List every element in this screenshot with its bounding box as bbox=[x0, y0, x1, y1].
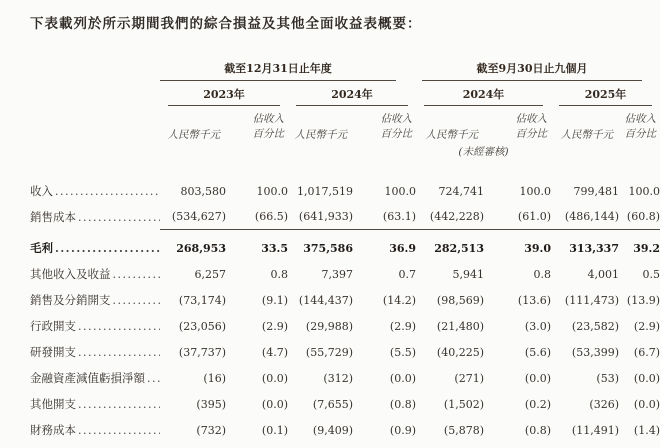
subheader-percent-top: 佔收入 bbox=[624, 113, 656, 125]
cell-value: (0.0) bbox=[633, 397, 660, 411]
cell-value: (29,988) bbox=[305, 319, 353, 333]
cell-value: (55,729) bbox=[305, 345, 353, 359]
row-label: 其他開支 ..... bbox=[30, 396, 160, 412]
cell-value: (0.2) bbox=[524, 397, 551, 411]
cell-value: (7,655) bbox=[312, 397, 353, 411]
cell-value: 0.8 bbox=[270, 267, 288, 281]
cell-value: (9.1) bbox=[261, 293, 288, 307]
cell-value: (53) bbox=[596, 371, 619, 385]
cell-value: (732) bbox=[196, 423, 226, 437]
cell-value: 7,397 bbox=[321, 267, 353, 281]
cell-value: (312) bbox=[323, 371, 353, 385]
period-group-annual: 截至12月31日止年度 bbox=[160, 60, 396, 81]
cell-value: 36.9 bbox=[389, 241, 416, 255]
cell-value: (53,399) bbox=[571, 345, 619, 359]
table-row bbox=[30, 339, 660, 365]
cell-value: (4.7) bbox=[261, 345, 288, 359]
row-label: 財務成本 ..... bbox=[30, 422, 160, 438]
dot-leader bbox=[76, 211, 160, 224]
cell-value: (61.0) bbox=[484, 204, 551, 230]
cell-value: (73,174) bbox=[178, 293, 226, 307]
cell-value: (395) bbox=[196, 397, 226, 411]
dot-leader bbox=[111, 294, 161, 307]
cell-value: 6,257 bbox=[194, 267, 226, 281]
cell-value: 39.2 bbox=[633, 241, 660, 255]
cell-value: (2.9) bbox=[633, 319, 660, 333]
cell-value: 4,001 bbox=[587, 267, 619, 281]
cell-value: 33.5 bbox=[261, 241, 288, 255]
dot-leader bbox=[53, 242, 160, 255]
subheader-percent-top: 佔收入 bbox=[252, 113, 284, 125]
table-row bbox=[30, 417, 660, 443]
income-statement-table bbox=[30, 60, 660, 443]
cell-value: 39.0 bbox=[524, 241, 551, 255]
cell-value: (9,409) bbox=[312, 423, 353, 437]
subheader-percent bbox=[484, 112, 551, 142]
row-label: 研發開支 ..... bbox=[30, 344, 160, 360]
cell-value: (14.2) bbox=[382, 293, 416, 307]
subheader-percent-bottom: 百分比 bbox=[624, 128, 656, 140]
cell-value: (0.0) bbox=[524, 371, 551, 385]
row-label: 銷售及分銷開支 ..... bbox=[30, 292, 160, 308]
cell-value: (0.0) bbox=[261, 397, 288, 411]
cell-value: (486,144) bbox=[551, 204, 619, 230]
label-column-spacer bbox=[30, 60, 160, 81]
period-group-header-row bbox=[30, 60, 660, 81]
cell-value: (144,437) bbox=[298, 293, 353, 307]
row-label: 行政開支 ..... bbox=[30, 318, 160, 334]
table-row bbox=[30, 313, 660, 339]
label-column-spacer bbox=[30, 86, 160, 106]
row-label: 金融資產減值虧損淨額 ..... bbox=[30, 370, 160, 386]
cell-value: (23,582) bbox=[571, 319, 619, 333]
unaudited-note-row bbox=[30, 144, 660, 159]
subheader-amount: 人民幣千元 bbox=[425, 129, 478, 141]
cell-value: (271) bbox=[454, 371, 484, 385]
cell-value: (0.0) bbox=[389, 371, 416, 385]
cell-value: 282,513 bbox=[434, 241, 484, 255]
cell-value: 0.7 bbox=[398, 267, 416, 281]
cell-value: 0.8 bbox=[533, 267, 551, 281]
label-column-spacer bbox=[30, 112, 160, 142]
table-row bbox=[30, 391, 660, 417]
cell-value: (1,502) bbox=[443, 397, 484, 411]
cell-value: 803,580 bbox=[180, 184, 226, 198]
row-label: 銷售成本 ..... bbox=[30, 209, 160, 225]
cell-value: 0.5 bbox=[642, 267, 660, 281]
cell-value: (641,933) bbox=[288, 204, 353, 230]
table-row bbox=[30, 287, 660, 313]
cell-value: (16) bbox=[203, 371, 226, 385]
cell-value: (21,480) bbox=[436, 319, 484, 333]
year-header-2023: 2023年 bbox=[168, 86, 280, 106]
cell-value: (326) bbox=[589, 397, 619, 411]
cell-value: (0.1) bbox=[261, 423, 288, 437]
cell-value: 100.0 bbox=[256, 184, 288, 198]
cell-value: 100.0 bbox=[628, 184, 660, 198]
column-subheader-row bbox=[30, 112, 660, 142]
table-row bbox=[30, 178, 660, 204]
unaudited-note: (未經審核) bbox=[458, 146, 509, 158]
table-body bbox=[30, 178, 660, 443]
dot-leader bbox=[76, 398, 160, 411]
cell-value: (5.5) bbox=[389, 345, 416, 359]
cell-value: (13.9) bbox=[626, 293, 660, 307]
cell-value: (0.0) bbox=[261, 371, 288, 385]
cell-value: 724,741 bbox=[438, 184, 484, 198]
cell-value: (534,627) bbox=[160, 204, 226, 230]
dot-leader bbox=[145, 372, 160, 385]
cell-value: (0.8) bbox=[389, 397, 416, 411]
subheader-amount: 人民幣千元 bbox=[167, 129, 220, 141]
cell-value: 1,017,519 bbox=[297, 184, 353, 198]
subheader-percent-bottom: 百分比 bbox=[515, 128, 547, 140]
dot-leader bbox=[76, 424, 160, 437]
subheader-amount: 人民幣千元 bbox=[560, 129, 613, 141]
cell-value: (2.9) bbox=[389, 319, 416, 333]
subheader-percent bbox=[619, 112, 660, 142]
cell-value: 268,953 bbox=[176, 241, 226, 255]
cell-value: (66.5) bbox=[226, 204, 288, 230]
subheader-percent bbox=[353, 112, 416, 142]
subheader-percent-top: 佔收入 bbox=[380, 113, 412, 125]
cell-value: (5.6) bbox=[524, 345, 551, 359]
table-row bbox=[30, 365, 660, 391]
row-label: 毛利 ..... bbox=[30, 240, 160, 256]
subheader-percent-top: 佔收入 bbox=[515, 113, 547, 125]
cell-value: (23,056) bbox=[178, 319, 226, 333]
dot-leader bbox=[76, 320, 160, 333]
cell-value: (63.1) bbox=[353, 204, 416, 230]
cell-value: (2.9) bbox=[261, 319, 288, 333]
cell-value: (98,569) bbox=[436, 293, 484, 307]
cell-value: (60.8) bbox=[619, 204, 660, 230]
cell-value: (0.0) bbox=[633, 371, 660, 385]
year-header-2024-annual: 2024年 bbox=[296, 86, 408, 106]
dot-leader bbox=[53, 185, 160, 198]
cell-value: (111,473) bbox=[564, 293, 619, 307]
cell-value: (6.7) bbox=[633, 345, 660, 359]
cell-value: (0.9) bbox=[389, 423, 416, 437]
subheader-percent-bottom: 百分比 bbox=[252, 128, 284, 140]
cell-value: (13.6) bbox=[517, 293, 551, 307]
dot-leader bbox=[76, 346, 160, 359]
row-label: 收入 ..... bbox=[30, 183, 160, 199]
row-label: 其他收入及收益 ..... bbox=[30, 266, 160, 282]
cell-value: 5,941 bbox=[452, 267, 484, 281]
year-header-row bbox=[30, 86, 660, 106]
subheader-percent bbox=[226, 112, 288, 142]
year-header-2025: 2025年 bbox=[559, 86, 652, 106]
cell-value: 375,586 bbox=[303, 241, 353, 255]
dot-leader bbox=[111, 268, 161, 281]
table-row bbox=[30, 235, 660, 261]
table-row bbox=[30, 261, 660, 287]
cell-value: (11,491) bbox=[571, 423, 619, 437]
cell-value: 799,481 bbox=[573, 184, 619, 198]
cell-value: 100.0 bbox=[384, 184, 416, 198]
cell-value: (3.0) bbox=[524, 319, 551, 333]
cell-value: (1.4) bbox=[633, 423, 660, 437]
subheader-amount: 人民幣千元 bbox=[294, 129, 347, 141]
cell-value: 313,337 bbox=[569, 241, 619, 255]
page-title: 下表載列於所示期間我們的綜合損益及其他全面收益表概要： bbox=[30, 16, 422, 32]
year-header-2024-nine-months: 2024年 bbox=[424, 86, 543, 106]
cell-value: (37,737) bbox=[178, 345, 226, 359]
table-row bbox=[30, 204, 660, 230]
cell-value: (40,225) bbox=[436, 345, 484, 359]
cell-value: (5,878) bbox=[443, 423, 484, 437]
cell-value: (442,228) bbox=[416, 204, 484, 230]
period-group-nine-months: 截至9月30日止九個月 bbox=[422, 60, 642, 81]
cell-value: 100.0 bbox=[519, 184, 551, 198]
subheader-percent-bottom: 百分比 bbox=[380, 128, 412, 140]
cell-value: (0.8) bbox=[524, 423, 551, 437]
